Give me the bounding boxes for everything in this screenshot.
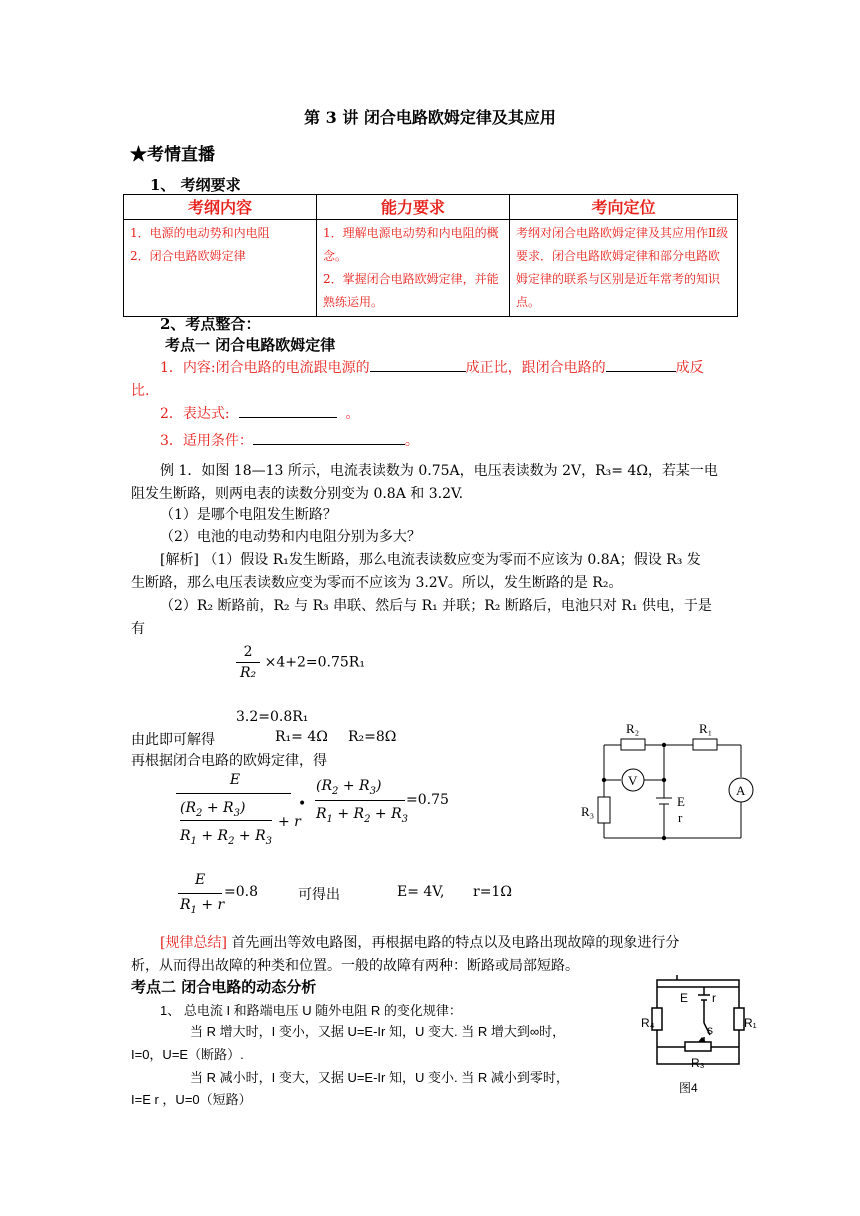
yields-text: 可得出 xyxy=(298,887,340,903)
eq4-num: E xyxy=(195,872,206,888)
solved-lead: 由此即可解得 xyxy=(131,732,215,748)
label-r3: R₃ xyxy=(691,1056,705,1070)
summary-text: 首先画出等效电路图，再根据电路的特点以及电路出现故障的现象进行分 xyxy=(226,935,680,951)
fraction-bar xyxy=(180,820,272,821)
cell-line: 2．掌握闭合电路欧姆定律，并能熟练运用。 xyxy=(323,272,499,309)
example-question: （1）是哪个电阻发生断路？ xyxy=(160,507,337,523)
eq3-right-den: $R_1 + R_2 + R_3$ xyxy=(316,806,409,825)
kp2-line: 当 R 增大时，I 变小，又据 U=E-Ir 知，U 变大. 当 R 增大到∞时， xyxy=(190,1024,566,1039)
fraction-bar xyxy=(176,793,291,794)
fill-blank xyxy=(606,357,676,372)
label-v: V xyxy=(628,773,638,788)
example-question: （2）电池的电动势和内电阻分别为多大？ xyxy=(160,529,421,545)
then-line: 再根据闭合电路的欧姆定律，得 xyxy=(131,753,327,769)
solution-line: 有 xyxy=(131,621,145,637)
kp1-item2 xyxy=(160,403,359,423)
kp1-item3 xyxy=(160,430,419,450)
table-header: 考纲内容 xyxy=(124,195,317,220)
equation-2: 3.2=0.8R₁ xyxy=(236,709,309,725)
label-r1: R₁ xyxy=(699,721,713,736)
summary-line xyxy=(160,932,679,952)
kp1-item1 xyxy=(160,357,704,377)
kp1-item2-label: 2．表达式: xyxy=(160,406,230,422)
label-r: r xyxy=(712,991,716,1005)
figure-caption: 图4 xyxy=(679,1081,698,1095)
table-cell xyxy=(317,220,510,317)
kp1-heading: 考点一 闭合电路欧姆定律 xyxy=(165,336,336,354)
kp1-item3-end: 。 xyxy=(404,433,419,449)
kp2-heading: 考点二 闭合电路的动态分析 xyxy=(131,978,317,996)
fill-blank xyxy=(370,357,466,372)
fraction xyxy=(236,644,260,681)
summary-tag: [规律总结] xyxy=(160,935,227,951)
denominator: R₂ xyxy=(240,665,257,681)
subheading-points: 2、考点整合： xyxy=(160,315,261,333)
kp1-item1-text-a: 1．内容:闭合电路的电流跟电源的 xyxy=(160,360,370,376)
table-cell: 考纲对闭合电路欧姆定律及其应用作Ⅱ级要求．闭合电路欧姆定律和部分电路欧姆定律的联系与区别是近年常考的知识点。 xyxy=(510,220,738,317)
fill-blank xyxy=(253,430,405,445)
kp1-item3-label: 3．适用条件： xyxy=(160,433,253,449)
resistor-r1 xyxy=(693,739,717,750)
kp1-item1-cont: 比. xyxy=(131,383,150,399)
table-cell xyxy=(124,220,317,317)
equation-rest: ×4+2=0.75R₁ xyxy=(264,654,365,671)
eq3-inner-den: $R_1 + R_2 + R_3$ xyxy=(180,828,273,847)
label-r3: R₃ xyxy=(581,804,595,819)
r-value: r=1Ω xyxy=(473,884,512,900)
table-header: 能力要求 xyxy=(317,195,510,220)
eq4-rhs: =0.8 xyxy=(224,884,258,900)
kp1-item1-text-b: 成正比，跟闭合电路的 xyxy=(465,360,606,376)
page-title: 第 3 讲 闭合电路欧姆定律及其应用 xyxy=(304,108,556,127)
eq3-inner: $(R_2 + R_3)$ xyxy=(180,800,246,819)
eq3-right-num: $(R_2 + R_3)$ xyxy=(316,778,382,797)
cell-line: 2．闭合电路欧姆定律 xyxy=(130,249,246,263)
solution-line: 生断路，那么电压表读数应变为零而不应该为 3.2V。所以，发生断路的是 R₂。 xyxy=(131,575,623,591)
label-s: s xyxy=(707,1023,713,1037)
summary-line: 析，从而得出故障的种类和位置。一般的故障有两种：断路或局部短路。 xyxy=(131,958,579,974)
cell-line: 1．电源的电动势和内电阻 xyxy=(130,226,270,240)
label-r2: R₂ xyxy=(626,721,640,736)
table-header: 考向定位 xyxy=(510,195,738,220)
e-value: E= 4V, xyxy=(397,884,445,900)
example-line: 例 1．如图 18—13 所示，电流表读数为 0.75A，电压表读数为 2V，R₃= 4Ω，若某一电 xyxy=(160,463,718,479)
numerator: 2 xyxy=(236,644,260,663)
label-r1: R₁ xyxy=(744,1016,757,1030)
label-a: A xyxy=(736,783,746,798)
label-e: E xyxy=(680,991,689,1005)
fill-blank xyxy=(239,403,337,418)
resistor-r2 xyxy=(621,739,645,750)
cell-line: 1．理解电源电动势和内电阻的概念。 xyxy=(323,226,499,263)
label-r4: R₄ xyxy=(641,1016,655,1030)
solution-line: [解析] （1）假设 R₁发生断路，那么电流表读数应变为零而不应该为 0.8A；假设 R₃ 发 xyxy=(160,552,701,568)
dot: • xyxy=(298,796,307,812)
fraction-bar xyxy=(315,800,405,801)
kp1-item2-end: 。 xyxy=(345,406,360,422)
circuit-diagram-2 xyxy=(640,975,765,1105)
kp2-line: I=E r ，U=0（短路） xyxy=(131,1092,252,1107)
solved-r2: R₂=8Ω xyxy=(348,729,397,745)
circuit-diagram-1 xyxy=(575,715,765,850)
kp1-item1-text-c: 成反 xyxy=(675,360,704,376)
kp2-line: 1、 总电流 I 和路端电压 U 随外电阻 R 的变化规律： xyxy=(160,1003,462,1018)
label-r: r xyxy=(678,810,683,825)
eq4-den: $R_1 + r$ xyxy=(180,897,225,916)
kp2-line: 当 R 减小时，I 变大，又据 U=E-Ir 知，U 变小. 当 R 减小到零时， xyxy=(190,1070,569,1085)
example-line: 阻发生断路，则两电表的读数分别变为 0.8A 和 3.2V. xyxy=(131,486,464,502)
solution-line: （2）R₂ 断路前，R₂ 与 R₃ 串联、然后与 R₁ 并联；R₂ 断路后，电池只对 R₁ 供电，于是 xyxy=(160,598,712,614)
section-heading: ★考情直播 xyxy=(130,145,215,165)
equation-1 xyxy=(236,644,365,681)
eq3-plus-r: + r xyxy=(278,814,301,830)
fraction-bar xyxy=(178,893,222,894)
requirements-table xyxy=(123,194,738,317)
resistor-r3 xyxy=(598,797,610,823)
kp2-line: I=0，U=E（断路）. xyxy=(131,1047,244,1062)
eq3-rhs: =0.75 xyxy=(406,792,449,808)
label-e: E xyxy=(677,794,685,809)
solved-r1: R₁= 4Ω xyxy=(275,729,328,745)
subheading-requirements: 1、 考纲要求 xyxy=(150,176,241,194)
eq3-big-num: E xyxy=(229,772,241,788)
